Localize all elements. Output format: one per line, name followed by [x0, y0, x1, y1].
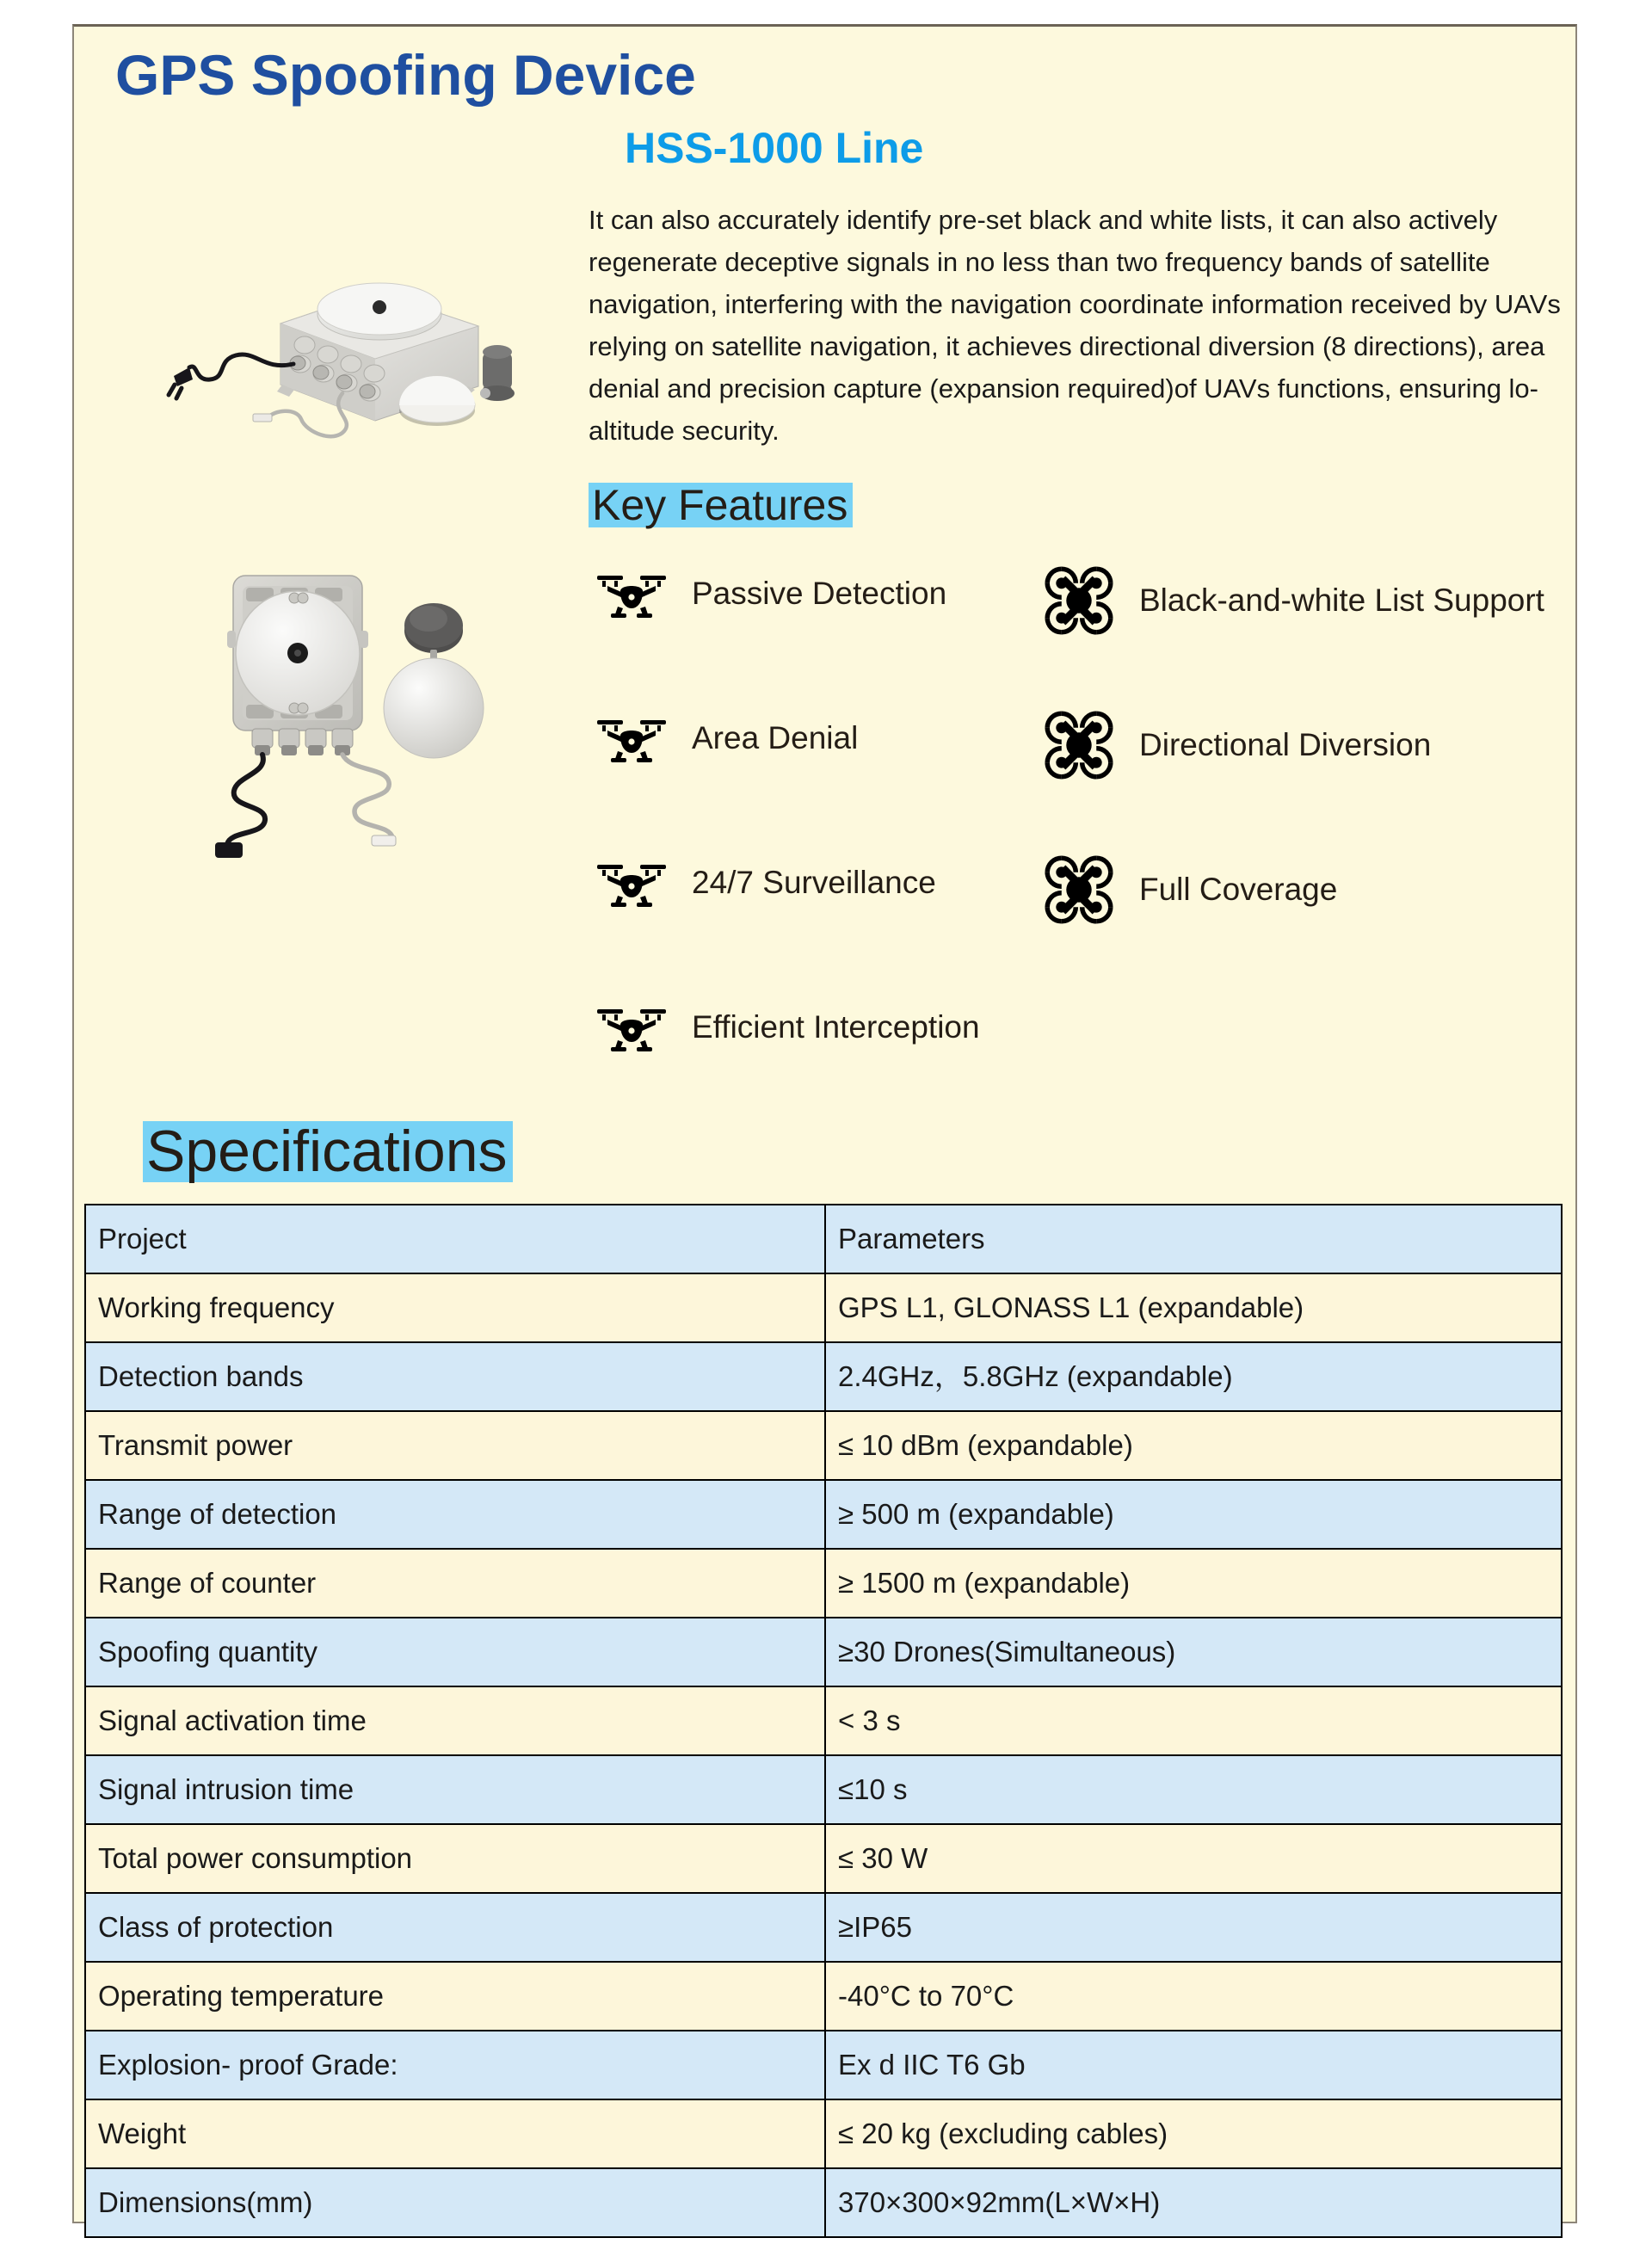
feature-item: [590, 564, 995, 624]
spec-value: 2.4GHz，5.8GHz (expandable): [825, 1342, 1562, 1411]
drone-side-icon: [590, 1002, 673, 1052]
spec-value: ≤10 s: [825, 1755, 1562, 1824]
features-right-column: [1038, 553, 1554, 987]
key-features-heading-text: Key Features: [589, 483, 853, 527]
spec-name: Detection bands: [85, 1342, 825, 1411]
spec-name: Class of protection: [85, 1893, 825, 1962]
spec-name: Working frequency: [85, 1273, 825, 1342]
page-subtitle: HSS-1000 Line: [625, 124, 924, 172]
key-features-heading: [589, 483, 853, 527]
spec-value: -40°C to 70°C: [825, 1962, 1562, 2031]
feature-label: Directional Diversion: [1139, 727, 1432, 763]
table-row: [85, 2099, 1562, 2168]
feature-item: [590, 708, 995, 768]
spec-name: Explosion- proof Grade:: [85, 2031, 825, 2099]
drone-side-icon: [590, 858, 673, 908]
table-row: [85, 1686, 1562, 1755]
spec-name: Signal activation time: [85, 1686, 825, 1755]
spec-value: ≥ 500 m (expandable): [825, 1480, 1562, 1549]
feature-item: [1038, 842, 1554, 937]
feature-label: Passive Detection: [692, 576, 947, 612]
spec-value: < 3 s: [825, 1686, 1562, 1755]
spec-name: Range of counter: [85, 1549, 825, 1618]
table-row: [85, 1411, 1562, 1480]
spec-value: GPS L1, GLONASS L1 (expandable): [825, 1273, 1562, 1342]
feature-item: [1038, 553, 1554, 648]
drone-top-icon: [1038, 561, 1120, 640]
spec-value: ≥30 Drones(Simultaneous): [825, 1618, 1562, 1686]
datasheet-page: [72, 24, 1577, 2223]
feature-label: Full Coverage: [1139, 872, 1338, 908]
table-row: [85, 1755, 1562, 1824]
spec-value: Ex d IIC T6 Gb: [825, 2031, 1562, 2099]
spec-value: ≤ 30 W: [825, 1824, 1562, 1893]
table-row: [85, 1480, 1562, 1549]
table-header-parameters: Parameters: [825, 1205, 1562, 1273]
spec-name: Total power consumption: [85, 1824, 825, 1893]
features-left-column: [590, 564, 995, 1142]
table-header-project: Project: [85, 1205, 825, 1273]
table-row: [85, 1893, 1562, 1962]
specifications-heading: [143, 1121, 513, 1182]
table-row: [85, 2168, 1562, 2237]
table-row: [85, 1273, 1562, 1342]
drone-top-icon: [1038, 850, 1120, 929]
table-row: [85, 1824, 1562, 1893]
intro-paragraph: It can also accurately identify pre-set black and white lists, it can also actively regenerate deceptive signals in no less than two frequency bands of satellite navigation, interfering with the navigation coordinate information received by UAVs relying on satellite navigation, it achieves directional diversion (8 directions), area denial and precision capture (expansion required)of UAVs functions, ensuring lo-altitude security.: [589, 205, 1561, 446]
feature-item: [590, 853, 995, 913]
specifications-heading-text: Specifications: [143, 1121, 513, 1182]
feature-label: Efficient Interception: [692, 1009, 980, 1045]
table-row: [85, 1549, 1562, 1618]
feature-label: 24/7 Surveillance: [692, 865, 936, 901]
feature-label: Black-and-white List Support: [1139, 583, 1544, 619]
spec-value: ≤ 20 kg (excluding cables): [825, 2099, 1562, 2168]
spec-name: Signal intrusion time: [85, 1755, 825, 1824]
spec-value: 370×300×92mm(L×W×H): [825, 2168, 1562, 2237]
table-row: [85, 1342, 1562, 1411]
table-row: [85, 1962, 1562, 2031]
feature-label: Area Denial: [692, 720, 859, 756]
specifications-table: [84, 1204, 1563, 2238]
spec-name: Range of detection: [85, 1480, 825, 1549]
table-row: [85, 2031, 1562, 2099]
table-row: [85, 1618, 1562, 1686]
spec-value: ≤ 10 dBm (expandable): [825, 1411, 1562, 1480]
spec-value: ≥ 1500 m (expandable): [825, 1549, 1562, 1618]
feature-item: [1038, 698, 1554, 792]
product-image-isometric: [160, 242, 521, 478]
drone-side-icon: [590, 569, 673, 619]
spec-name: Operating temperature: [85, 1962, 825, 2031]
product-image-top-view: [186, 560, 504, 909]
drone-side-icon: [590, 713, 673, 763]
drone-top-icon: [1038, 706, 1120, 785]
feature-item: [590, 997, 995, 1057]
spec-name: Dimensions(mm): [85, 2168, 825, 2237]
spec-name: Transmit power: [85, 1411, 825, 1480]
table-header-row: [85, 1205, 1562, 1273]
spec-name: Weight: [85, 2099, 825, 2168]
spec-value: ≥IP65: [825, 1893, 1562, 1962]
page-title: GPS Spoofing Device: [115, 43, 696, 107]
spec-name: Spoofing quantity: [85, 1618, 825, 1686]
